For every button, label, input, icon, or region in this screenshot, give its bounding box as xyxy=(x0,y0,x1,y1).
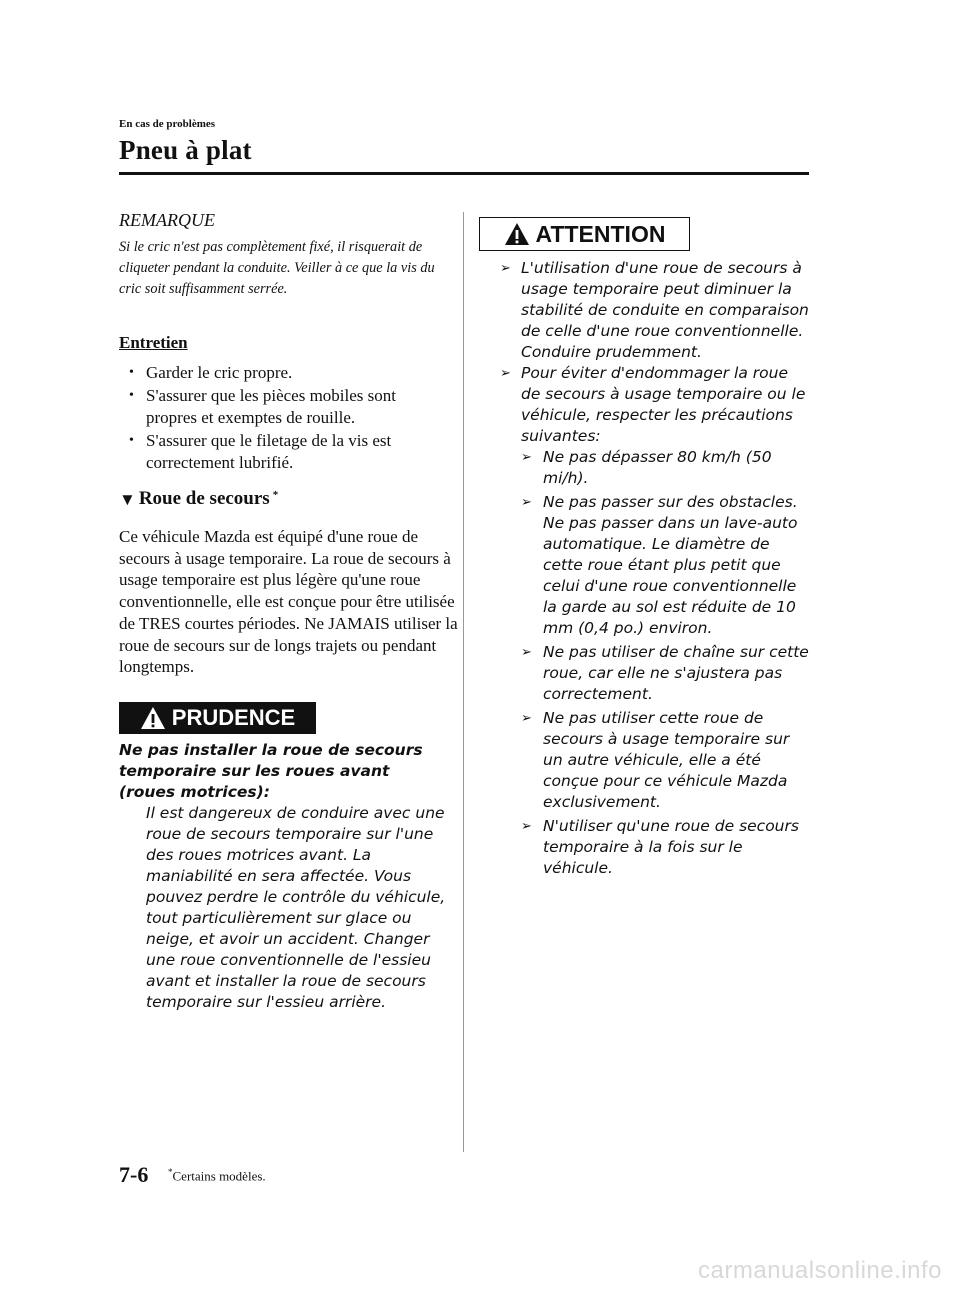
arrow-bullet-icon: ➢ xyxy=(521,711,532,726)
note-text: Si le cric n'est pas complètement fixé, il risquerait de cliqueter pendant la conduite. Veiller à ce que la vis du cric soit suffisamment serrée. xyxy=(119,239,435,297)
list-item: • S'assurer que le filetage de la vis est correctement lubrifié. xyxy=(119,430,449,474)
attention-label: ATTENTION xyxy=(535,220,666,247)
page-title: Pneu à plat xyxy=(119,135,252,165)
section-label: En cas de problèmes xyxy=(119,118,216,130)
attention-item-text: L'utilisation d'une roue de secours à usage temporaire peut diminuer la stabilité de conduite en comparaison de celle d'une roue conventionnelle. Conduire prudemment. xyxy=(521,259,809,361)
maintenance-list xyxy=(119,362,449,475)
footnote-text: Certains modèles. xyxy=(172,1168,266,1184)
arrow-bullet-icon: ➢ xyxy=(521,819,532,834)
note-title: REMARQUE xyxy=(119,210,215,230)
attention-item-text: Pour éviter d'endommager la roue de secours à usage temporaire ou le véhicule, respecter les précautions suivantes: xyxy=(521,364,806,445)
list-item xyxy=(521,492,812,639)
list-item xyxy=(500,258,812,363)
precaution-text: N'utiliser qu'une roue de secours temporaire à la fois sur le véhicule. xyxy=(543,817,799,877)
precaution-text: Ne pas dépasser 80 km/h (50 mi/h). xyxy=(543,448,772,487)
list-item xyxy=(500,363,812,879)
spare-tire-heading xyxy=(119,488,278,512)
page-number: 7-6 xyxy=(119,1162,149,1187)
triangle-down-icon: ▼ xyxy=(119,490,136,509)
warning-triangle-icon xyxy=(504,222,530,246)
precaution-text: Ne pas utiliser cette roue de secours à usage temporaire sur un autre véhicule, elle a été conçue pour ce véhicule Mazda exclusivement. xyxy=(543,709,790,811)
arrow-bullet-icon: ➢ xyxy=(521,495,532,510)
list-item xyxy=(521,642,812,705)
footnote xyxy=(168,1167,266,1184)
list-item: • Garder le cric propre. xyxy=(119,362,449,384)
asterisk-marker: * xyxy=(168,1167,173,1177)
caution-banner xyxy=(119,702,316,734)
arrow-bullet-icon: ➢ xyxy=(500,366,511,381)
arrow-bullet-icon: ➢ xyxy=(521,450,532,465)
title-rule xyxy=(119,172,809,175)
list-item xyxy=(521,816,812,879)
spare-tire-paragraph: Ce véhicule Mazda est équipé d'une roue de secours à usage temporaire. La roue de secours à usage temporaire est plus légère qu'une roue conventionnelle, elle est conçue pour être utilisée de TRES courtes périodes. Ne JAMAIS utiliser la roue de secours sur de longs trajets ou pendant longtemps. xyxy=(119,527,458,677)
watermark: carmanualsonline.info xyxy=(698,1257,942,1284)
attention-banner xyxy=(479,217,690,251)
arrow-bullet-icon: ➢ xyxy=(500,261,511,276)
precaution-text: Ne pas utiliser de chaîne sur cette roue, car elle ne s'ajustera pas correctement. xyxy=(543,643,809,703)
list-item xyxy=(521,708,812,813)
attention-list xyxy=(500,258,812,882)
list-item xyxy=(521,447,812,489)
caution-lead: Ne pas installer la roue de secours temporaire sur les roues avant (roues motrices): xyxy=(119,741,423,801)
precaution-sublist xyxy=(521,447,812,879)
spare-tire-title: Roue de secours xyxy=(138,488,270,509)
list-item: • S'assurer que les pièces mobiles sont propres et exemptes de rouille. xyxy=(119,385,449,429)
arrow-bullet-icon: ➢ xyxy=(521,645,532,660)
warning-triangle-icon xyxy=(140,706,166,730)
caution-label: PRUDENCE xyxy=(171,705,296,730)
maintenance-heading: Entretien xyxy=(119,333,188,352)
precaution-text: Ne pas passer sur des obstacles. Ne pas passer dans un lave-auto automatique. Le diamètre de cette roue étant plus petit que celui d'une roue conventionnelle la garde au sol est réduite de 10 mm (0,4 po.) environ. xyxy=(543,493,798,637)
asterisk-marker: * xyxy=(272,489,279,501)
caution-body: Il est dangereux de conduire avec une roue de secours temporaire sur l'une des roues motrices avant. La maniabilité en sera affectée. Vous pouvez perdre le contrôle du véhicule, tout particulièrement sur glace ou neige, et avoir un accident. Changer une roue conventionnelle de l'essieu avant et installer la roue de secours temporaire sur l'essieu arrière. xyxy=(146,804,446,1011)
column-divider xyxy=(463,212,464,1152)
